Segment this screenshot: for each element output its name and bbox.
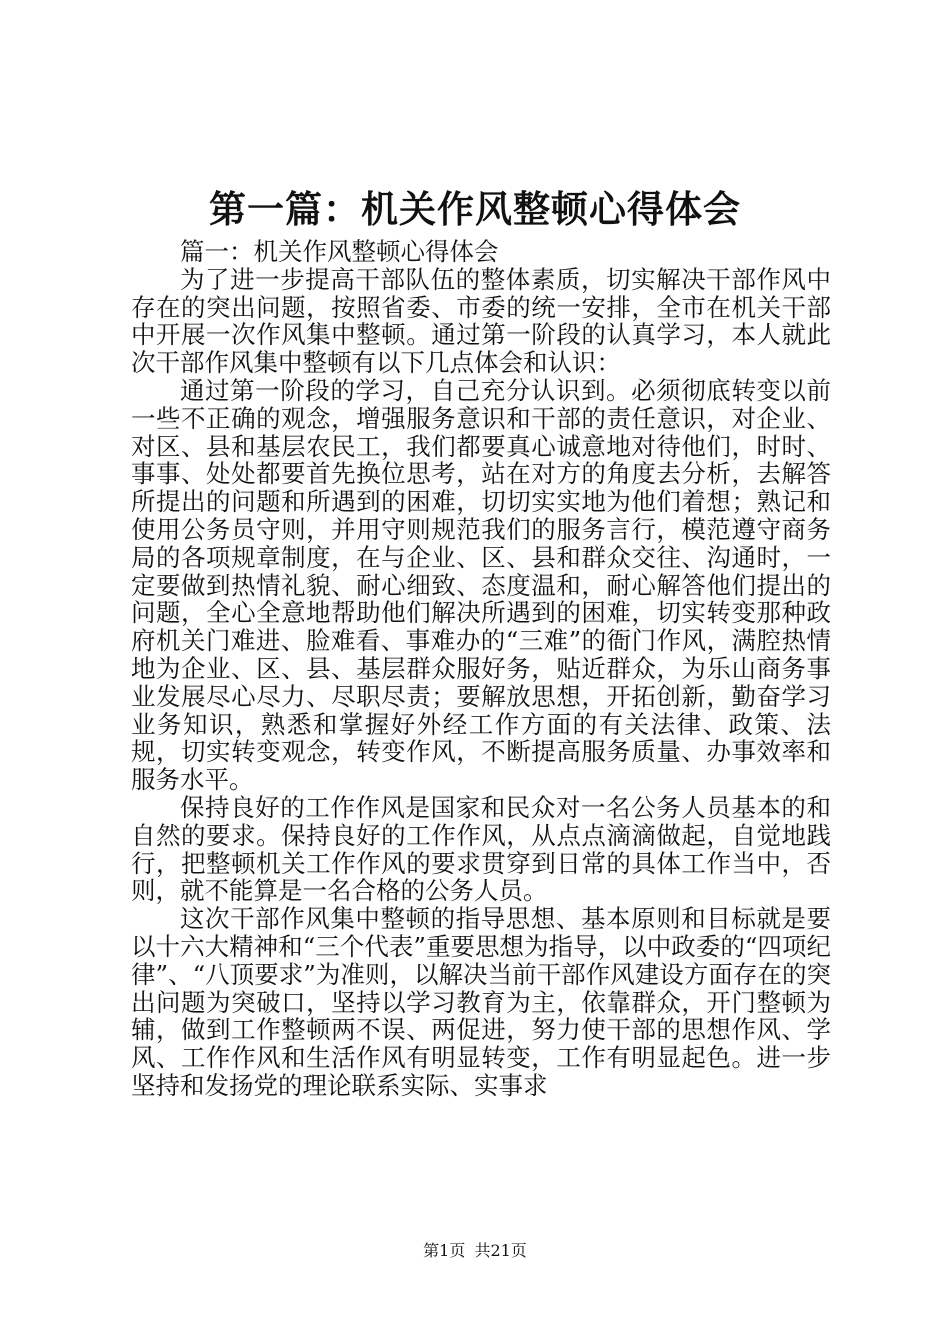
body-paragraph-4: 这次干部作风集中整顿的指导思想、基本原则和目标就是要以十六大精神和“三个代表”重要思想为指导，以中政委的“四项纪律”、“八顶要求”为准则，以解决当前干部作风建设方面存在的突出问题为突破口，坚持以学习教育为主，依靠群众，开门整顿为辅，做到工作整顿两不误、两促进，努力使干部的思想作风、学风、工作作风和生活作风有明显转变，工作有明显起色。进一步坚持和发扬党的理论联系实际、实事求 (131, 904, 831, 1100)
document-subtitle: 篇一：机关作风整顿心得体会 (180, 237, 499, 266)
body-paragraph-1: 为了进一步提高干部队伍的整体素质，切实解决干部作风中存在的突出问题，按照省委、市委的统一安排，全市在机关干部中开展一次作风集中整顿。通过第一阶段的认真学习，本人就此次干部作风集中整顿有以下几点体会和认识： (131, 264, 831, 378)
document-title: 第一篇：机关作风整顿心得体会 (209, 188, 741, 231)
body-paragraph-2: 通过第一阶段的学习，自己充分认识到。必须彻底转变以前一些不正确的观念，增强服务意识和干部的责任意识，对企业、对区、县和基层农民工，我们都要真心诚意地对待他们，时时、事事、处处都要首先换位思考，站在对方的角度去分析，去解答所提出的问题和所遇到的困难，切切实实地为他们着想；熟记和使用公务员守则，并用守则规范我们的服务言行，模范遵守商务局的各项规章制度，在与企业、区、县和群众交往、沟通时，一定要做到热情礼貌、耐心细致、态度温和，耐心解答他们提出的问题，全心全意地帮助他们解决所遇到的困难，切实转变那种政府机关门难进、脸难看、事难办的“三难”的衙门作风，满腔热情地为企业、区、县、基层群众服好务，贴近群众，为乐山商务事业发展尽心尽力、尽职尽责；要解放思想，开拓创新，勤奋学习业务知识，熟悉和掌握好外经工作方面的有关法律、政策、法规，切实转变观念，转变作风，不断提高服务质量、办事效率和服务水平。 (131, 375, 831, 795)
body-paragraph-3: 保持良好的工作作风是国家和民众对一名公务人员基本的和自然的要求。保持良好的工作作风，从点点滴滴做起，自觉地践行，把整顿机关工作作风的要求贯穿到日常的具体工作当中，否则，就不能算是一名合格的公务人员。 (131, 792, 831, 906)
document-body (131, 238, 831, 1100)
page-number-footer: 第1页 共21页 (423, 1241, 527, 1260)
